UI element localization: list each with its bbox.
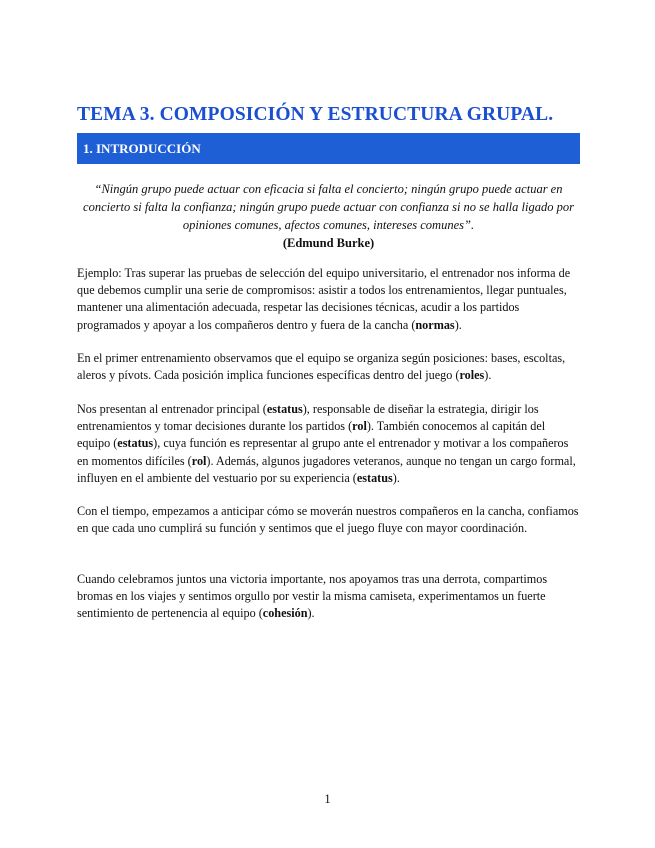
key-term: rol	[191, 453, 207, 468]
quote-author: (Edmund Burke)	[282, 236, 375, 250]
paragraph-cohesion	[77, 571, 580, 623]
paragraph-text: ), cuya función es representar al grupo ante el entrenador y motivar a los compañeros en momentos difíciles (	[77, 436, 569, 468]
key-term: normas	[415, 317, 455, 332]
paragraph-text: ).	[454, 317, 462, 332]
key-term: cohesión	[262, 606, 308, 621]
key-term: rol	[352, 419, 367, 434]
paragraph-text: ).	[392, 470, 400, 485]
paragraph-example-norms	[77, 265, 580, 334]
paragraph-roles	[77, 350, 580, 384]
key-term: estatus	[356, 470, 393, 485]
key-term: roles	[459, 368, 485, 383]
paragraph-text: ). También conocemos al capitán del equipo (	[77, 419, 546, 451]
quote-block	[77, 180, 580, 252]
paragraph-coordination	[77, 503, 580, 537]
paragraph-text: Cuando celebramos juntos una victoria importante, nos apoyamos tras una derrota, compartimos bromas en los viajes y sentimos orgullo por vestir la misma camiseta, experimentamos un fuerte sentimiento de pertenencia al equipo (	[77, 572, 548, 621]
paragraph-text: Con el tiempo, empezamos a anticipar cómo se moverán nuestros compañeros en la cancha, confiamos en que cada uno cumplirá su función y sentimos que el juego fluye con mayor coordinación.	[77, 504, 579, 536]
quote-text: “Ningún grupo puede actuar con eficacia si falta el concierto; ningún grupo puede actuar en concierto si falta la confianza; ningún grupo puede actuar con confianza si no se halla ligado por opiniones comunes, afectos comunes, intereses comunes”.	[83, 182, 574, 232]
key-term: estatus	[117, 436, 154, 451]
page-number: 1	[324, 792, 331, 806]
paragraph-text: ), responsable de diseñar la estrategia, dirigir los entrenamientos y tomar decisiones durante los partidos (	[77, 402, 539, 434]
section-heading-bar	[77, 133, 580, 164]
paragraph-text: ).	[307, 606, 315, 621]
key-term: estatus	[266, 402, 303, 416]
paragraph-text: En el primer entrenamiento observamos que el equipo se organiza según posiciones: bases, escoltas, aleros y pívots. Cada posición implica funciones específicas dentro del juego (	[77, 351, 566, 383]
paragraph-text: ). Además, algunos jugadores veteranos, aunque no tengan un cargo formal, influyen en el ambiente del vestuario por su experiencia (	[77, 453, 576, 485]
paragraph-text: Nos presentan al entrenador principal (	[77, 402, 267, 416]
section-heading: 1. INTRODUCCIÓN	[83, 140, 201, 156]
paragraph-status	[77, 401, 580, 487]
paragraph-text: ).	[484, 368, 492, 383]
paragraph-text: Ejemplo: Tras superar las pruebas de selección del equipo universitario, el entrenador nos informa de que debemos cumplir una serie de compromisos: asistir a todos los entrenamientos, llegar puntuales, mantener una alimentación adecuada, respetar las decisiones técnicas, acudir a los partidos programados y apoyar a los compañeros dentro y fuera de la cancha (	[77, 266, 571, 332]
page-title: TEMA 3. COMPOSICIÓN Y ESTRUCTURA GRUPAL.	[77, 104, 554, 125]
